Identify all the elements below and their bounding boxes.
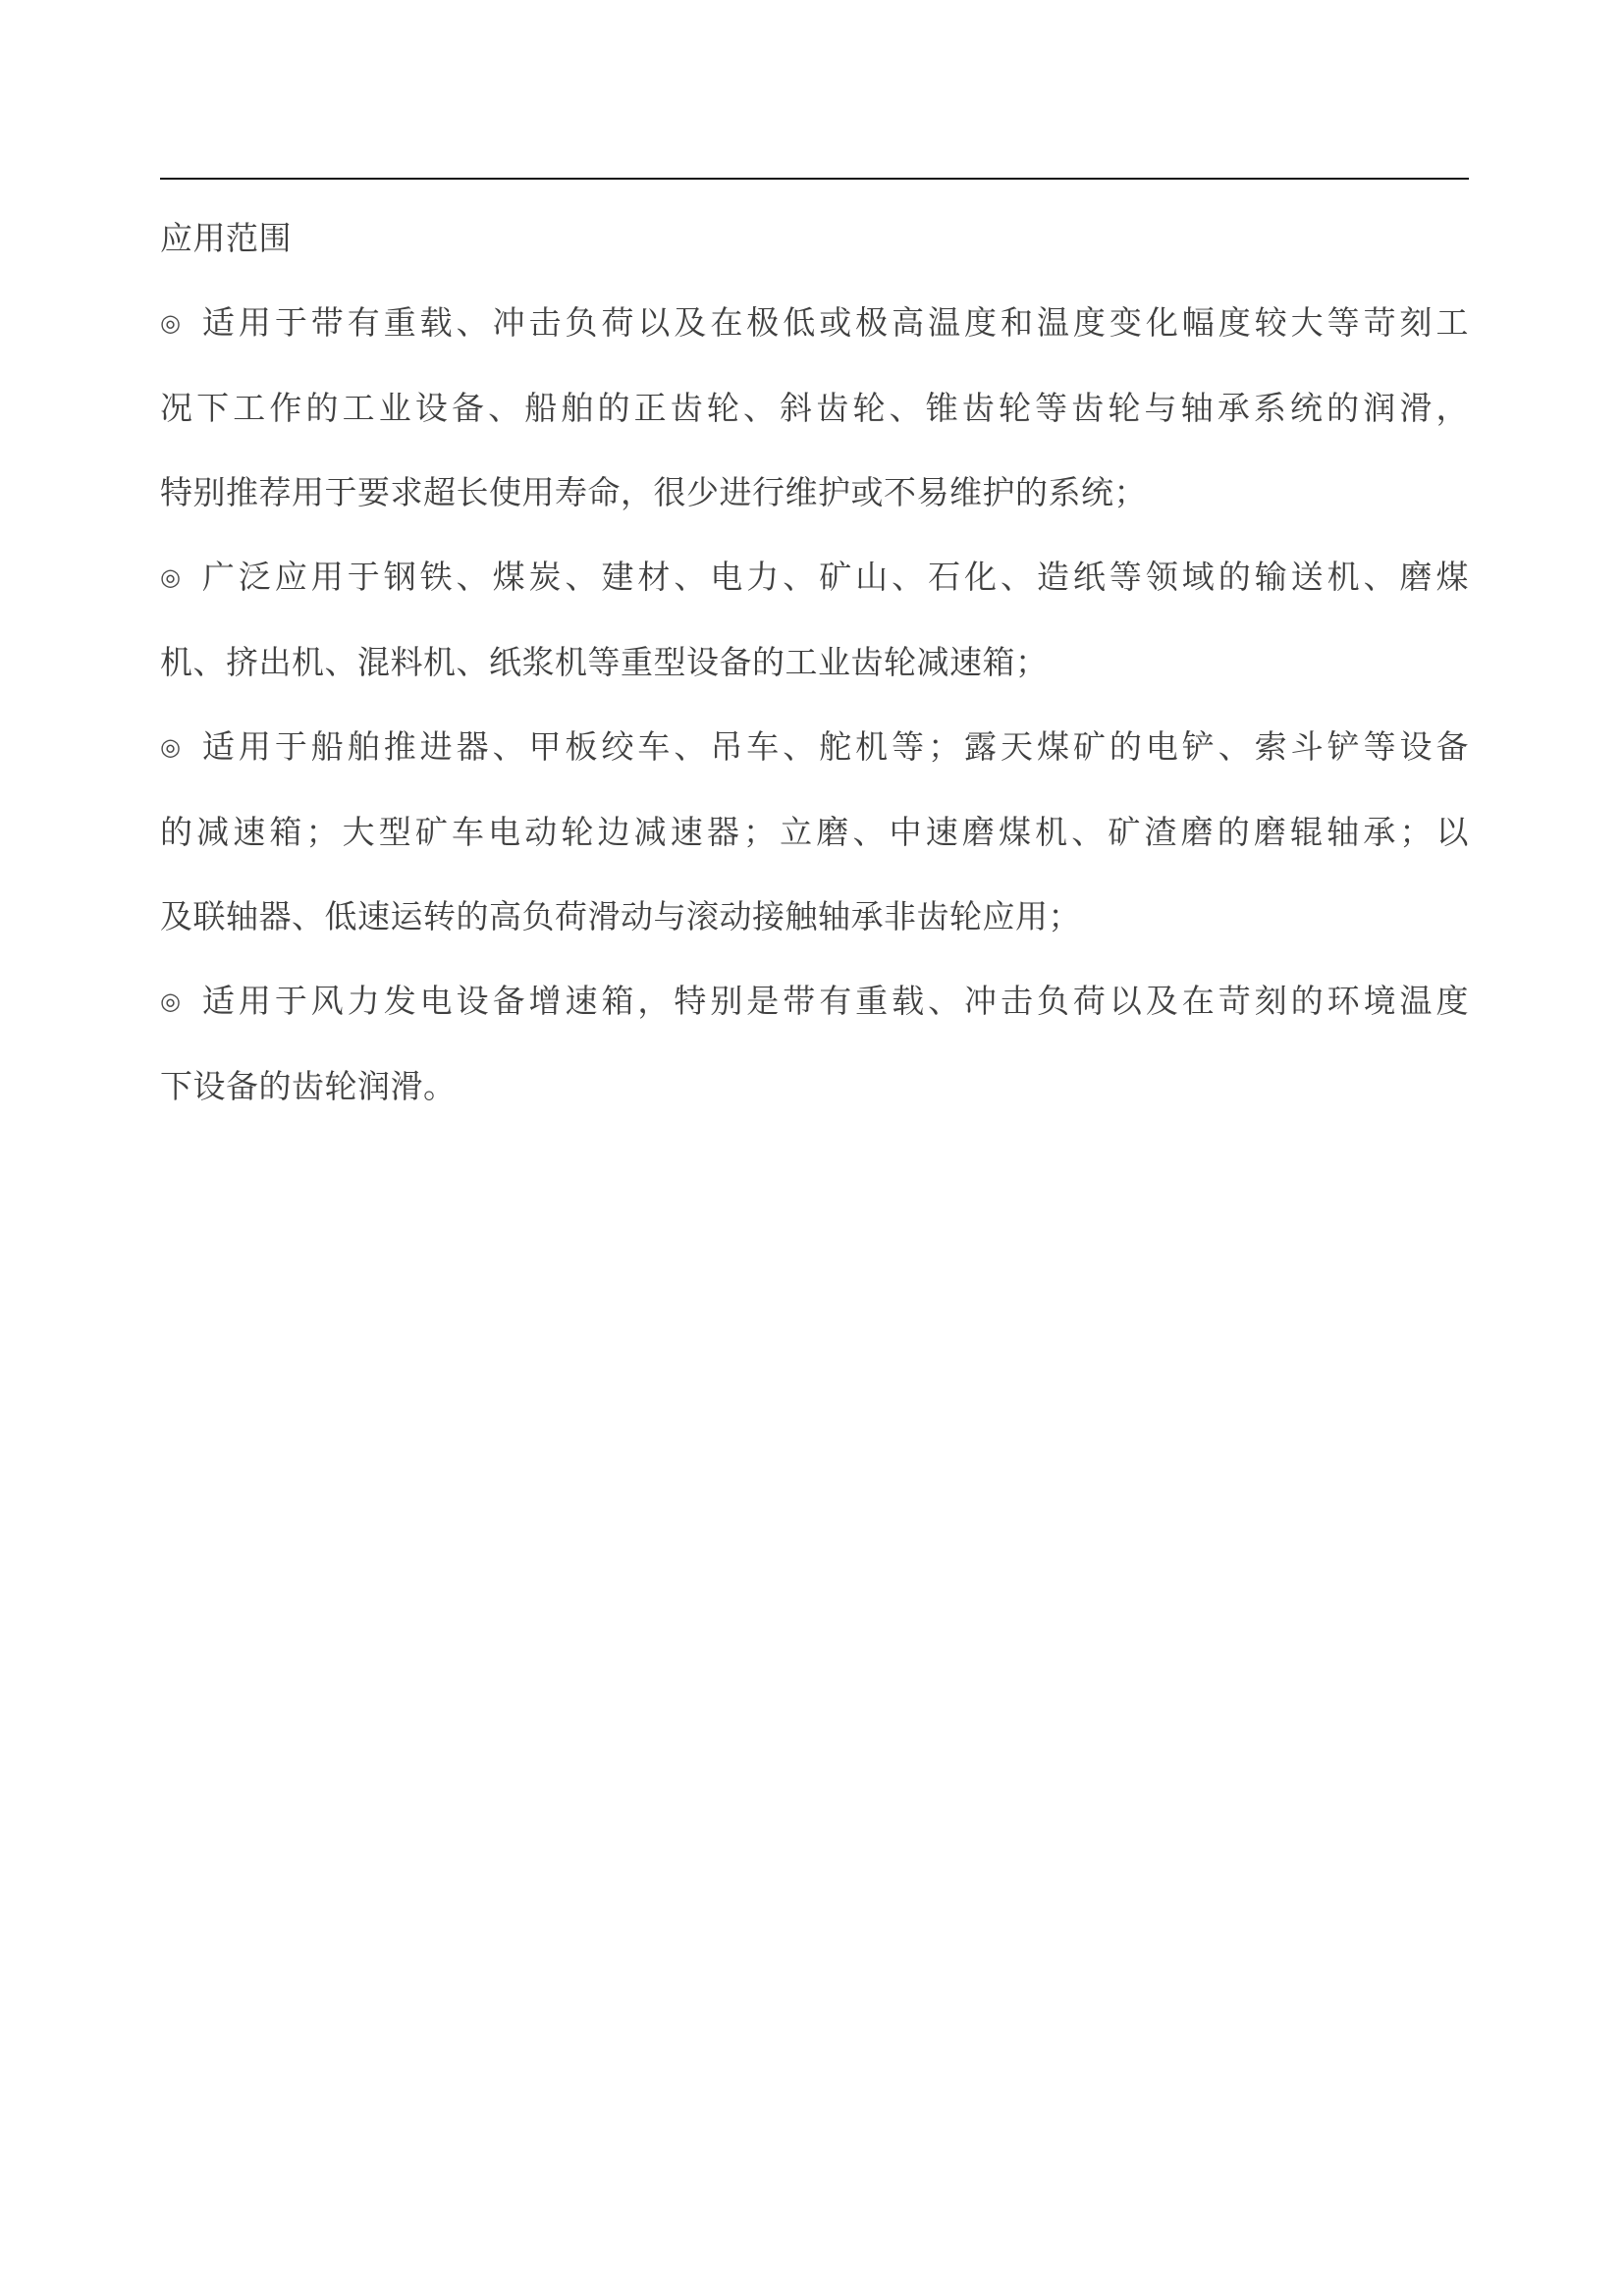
paragraph-line (160, 281, 1469, 366)
bullet-icon: ◎ (160, 310, 185, 337)
line-text: 广泛应用于钢铁、煤炭、建材、电力、矿山、石化、造纸等领域的输送机、磨煤 (201, 559, 1469, 595)
paragraph-line (160, 705, 1469, 790)
content-area (160, 178, 1469, 1129)
bullet-paragraph (160, 281, 1469, 535)
section-heading: 应用范围 (160, 220, 292, 256)
line-text: 适用于风力发电设备增速箱，特别是带有重载、冲击负荷以及在苛刻的环境温度 (201, 983, 1469, 1019)
bullet-paragraph (160, 535, 1469, 705)
paragraph-line: 下设备的齿轮润滑。 (160, 1068, 457, 1104)
paragraph-line: 机、挤出机、混料机、纸浆机等重型设备的工业齿轮减速箱； (160, 644, 1049, 680)
paragraph-line: 特别推荐用于要求超长使用寿命，很少进行维护或不易维护的系统； (160, 474, 1147, 510)
line-text: 适用于带有重载、冲击负荷以及在极低或极高温度和温度变化幅度较大等苛刻工 (201, 304, 1469, 341)
paragraph-line: 况下工作的工业设备、船舶的正齿轮、斜齿轮、锥齿轮等齿轮与轴承系统的润滑， (160, 390, 1469, 426)
bullet-paragraph (160, 705, 1469, 959)
bullet-paragraph (160, 959, 1469, 1129)
paragraph-line (160, 535, 1469, 620)
bullet-icon: ◎ (160, 734, 185, 761)
bullet-icon: ◎ (160, 564, 185, 591)
text-block (160, 180, 1469, 1129)
paragraph-line (160, 959, 1469, 1044)
bullet-icon: ◎ (160, 988, 185, 1015)
paragraph-line: 的减速箱；大型矿车电动轮边减速器；立磨、中速磨煤机、矿渣磨的磨辊轴承；以 (160, 814, 1469, 850)
paragraph-line: 及联轴器、低速运转的高负荷滑动与滚动接触轴承非齿轮应用； (160, 898, 1081, 934)
line-text: 适用于船舶推进器、甲板绞车、吊车、舵机等；露天煤矿的电铲、索斗铲等设备 (201, 728, 1469, 765)
